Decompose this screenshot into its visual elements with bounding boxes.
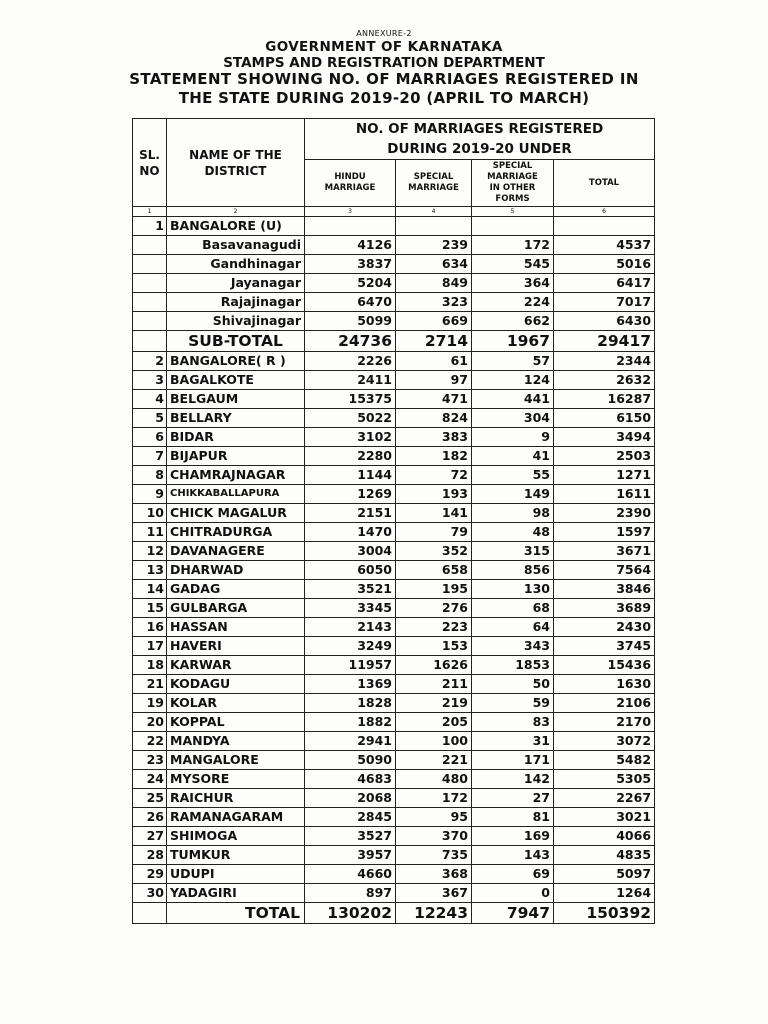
other-forms-count-cell: 27 xyxy=(472,789,554,808)
column-header-sl: SL. NO xyxy=(133,119,167,207)
special-count-cell: 480 xyxy=(396,770,472,789)
table-row xyxy=(133,846,655,865)
total-count-cell: 6417 xyxy=(554,274,655,293)
hindu-count-cell: 1269 xyxy=(305,485,396,504)
table-row xyxy=(133,789,655,808)
special-count-cell: 79 xyxy=(396,523,472,542)
header-row-1 xyxy=(133,119,655,160)
marriages-table xyxy=(132,118,655,924)
special-count-cell: 658 xyxy=(396,561,472,580)
total-count-cell: 3689 xyxy=(554,599,655,618)
district-name-cell: BANGALORE (U) xyxy=(167,217,305,236)
special-count-cell: 223 xyxy=(396,618,472,637)
sl-cell xyxy=(133,255,167,274)
hindu-count-cell: 1828 xyxy=(305,694,396,713)
column-header-other-forms: SPECIAL MARRIAGE IN OTHER FORMS xyxy=(472,160,554,207)
grand-total-total: 150392 xyxy=(554,903,655,924)
hindu-count-cell: 3957 xyxy=(305,846,396,865)
sl-cell: 23 xyxy=(133,751,167,770)
district-name-cell: DHARWAD xyxy=(167,561,305,580)
other-forms-count-cell: 9 xyxy=(472,428,554,447)
district-name-cell: CHICK MAGALUR xyxy=(167,504,305,523)
sl-cell: 15 xyxy=(133,599,167,618)
sl-cell: 13 xyxy=(133,561,167,580)
grand-total-row xyxy=(133,903,655,924)
hindu-count-cell: 2845 xyxy=(305,808,396,827)
special-count-cell: 172 xyxy=(396,789,472,808)
subtotal-hindu: 24736 xyxy=(305,331,396,352)
sl-cell: 28 xyxy=(133,846,167,865)
office-name-cell: Gandhinagar xyxy=(167,255,305,274)
district-name-cell: UDUPI xyxy=(167,865,305,884)
total-count-cell: 6150 xyxy=(554,409,655,428)
total-count-cell: 5097 xyxy=(554,865,655,884)
empty-cell xyxy=(396,217,472,236)
district-name-cell: DAVANAGERE xyxy=(167,542,305,561)
other-forms-count-cell: 662 xyxy=(472,312,554,331)
office-name-cell: Rajajinagar xyxy=(167,293,305,312)
hindu-count-cell: 11957 xyxy=(305,656,396,675)
column-group-header: NO. OF MARRIAGES REGISTERED DURING 2019-20 UNDER xyxy=(305,119,655,160)
sl-cell: 30 xyxy=(133,884,167,903)
total-count-cell: 2267 xyxy=(554,789,655,808)
total-count-cell: 6430 xyxy=(554,312,655,331)
total-count-cell: 3671 xyxy=(554,542,655,561)
table-row xyxy=(133,599,655,618)
table-row xyxy=(133,808,655,827)
index-cell: 5 xyxy=(472,207,554,217)
special-count-cell: 182 xyxy=(396,447,472,466)
table-row xyxy=(133,713,655,732)
hindu-count-cell: 2411 xyxy=(305,371,396,390)
table-row xyxy=(133,312,655,331)
sl-cell: 6 xyxy=(133,428,167,447)
grand-total-other-forms: 7947 xyxy=(472,903,554,924)
special-count-cell: 195 xyxy=(396,580,472,599)
sl-cell: 21 xyxy=(133,675,167,694)
table-row xyxy=(133,390,655,409)
table-row xyxy=(133,542,655,561)
other-forms-count-cell: 149 xyxy=(472,485,554,504)
table-row xyxy=(133,504,655,523)
grand-total-special: 12243 xyxy=(396,903,472,924)
other-forms-count-cell: 545 xyxy=(472,255,554,274)
other-forms-count-cell: 169 xyxy=(472,827,554,846)
index-cell: 6 xyxy=(554,207,655,217)
district-name-cell: RAMANAGARAM xyxy=(167,808,305,827)
total-count-cell: 3846 xyxy=(554,580,655,599)
special-count-cell: 153 xyxy=(396,637,472,656)
special-count-cell: 824 xyxy=(396,409,472,428)
other-forms-count-cell: 315 xyxy=(472,542,554,561)
total-count-cell: 16287 xyxy=(554,390,655,409)
table-row xyxy=(133,466,655,485)
index-cell: 4 xyxy=(396,207,472,217)
other-forms-count-cell: 69 xyxy=(472,865,554,884)
subtotal-other-forms: 1967 xyxy=(472,331,554,352)
sl-cell: 5 xyxy=(133,409,167,428)
sl-cell xyxy=(133,274,167,293)
grand-total-hindu: 130202 xyxy=(305,903,396,924)
sl-cell: 4 xyxy=(133,390,167,409)
special-count-cell: 849 xyxy=(396,274,472,293)
empty-cell xyxy=(305,217,396,236)
other-forms-count-cell: 64 xyxy=(472,618,554,637)
district-name-cell: BIDAR xyxy=(167,428,305,447)
sl-cell xyxy=(133,312,167,331)
total-count-cell: 7564 xyxy=(554,561,655,580)
table-row xyxy=(133,580,655,599)
district-name-cell: TUMKUR xyxy=(167,846,305,865)
table-row xyxy=(133,409,655,428)
table-row xyxy=(133,428,655,447)
total-count-cell: 4537 xyxy=(554,236,655,255)
other-forms-count-cell: 55 xyxy=(472,466,554,485)
sl-cell: 19 xyxy=(133,694,167,713)
sl-cell: 14 xyxy=(133,580,167,599)
total-count-cell: 5016 xyxy=(554,255,655,274)
other-forms-count-cell: 98 xyxy=(472,504,554,523)
table-row xyxy=(133,236,655,255)
table-row xyxy=(133,447,655,466)
district-name-cell: SHIMOGA xyxy=(167,827,305,846)
district-name-cell: HASSAN xyxy=(167,618,305,637)
other-forms-count-cell: 48 xyxy=(472,523,554,542)
hindu-count-cell: 3102 xyxy=(305,428,396,447)
sl-cell: 10 xyxy=(133,504,167,523)
special-count-cell: 100 xyxy=(396,732,472,751)
sl-cell: 18 xyxy=(133,656,167,675)
total-count-cell: 1271 xyxy=(554,466,655,485)
table-row xyxy=(133,732,655,751)
special-count-cell: 367 xyxy=(396,884,472,903)
table-row xyxy=(133,371,655,390)
other-forms-count-cell: 68 xyxy=(472,599,554,618)
hindu-count-cell: 3345 xyxy=(305,599,396,618)
special-count-cell: 370 xyxy=(396,827,472,846)
district-name-cell: BELGAUM xyxy=(167,390,305,409)
hindu-count-cell: 5099 xyxy=(305,312,396,331)
district-name-cell: BANGALORE( R ) xyxy=(167,352,305,371)
sl-cell xyxy=(133,331,167,352)
hindu-count-cell: 4660 xyxy=(305,865,396,884)
other-forms-count-cell: 59 xyxy=(472,694,554,713)
special-count-cell: 205 xyxy=(396,713,472,732)
district-name-cell: MANDYA xyxy=(167,732,305,751)
hindu-count-cell: 897 xyxy=(305,884,396,903)
total-count-cell: 2632 xyxy=(554,371,655,390)
department-title: STAMPS AND REGISTRATION DEPARTMENT xyxy=(223,55,545,71)
other-forms-count-cell: 57 xyxy=(472,352,554,371)
district-name-cell: HAVERI xyxy=(167,637,305,656)
district-name-cell: KARWAR xyxy=(167,656,305,675)
district-name-cell: GADAG xyxy=(167,580,305,599)
sl-cell xyxy=(133,236,167,255)
other-forms-count-cell: 31 xyxy=(472,732,554,751)
empty-cell xyxy=(554,217,655,236)
special-count-cell: 221 xyxy=(396,751,472,770)
total-count-cell: 3494 xyxy=(554,428,655,447)
total-count-cell: 5305 xyxy=(554,770,655,789)
total-count-cell: 5482 xyxy=(554,751,655,770)
sl-cell: 26 xyxy=(133,808,167,827)
table-row xyxy=(133,255,655,274)
other-forms-count-cell: 224 xyxy=(472,293,554,312)
annexure-label: ANNEXURE-2 xyxy=(356,29,412,38)
sl-cell: 16 xyxy=(133,618,167,637)
table-row xyxy=(133,485,655,504)
special-count-cell: 211 xyxy=(396,675,472,694)
hindu-count-cell: 6050 xyxy=(305,561,396,580)
hindu-count-cell: 2226 xyxy=(305,352,396,371)
special-count-cell: 97 xyxy=(396,371,472,390)
sl-cell: 7 xyxy=(133,447,167,466)
total-count-cell: 2170 xyxy=(554,713,655,732)
district-name-cell: RAICHUR xyxy=(167,789,305,808)
district-name-cell: MANGALORE xyxy=(167,751,305,770)
total-count-cell: 1597 xyxy=(554,523,655,542)
other-forms-count-cell: 50 xyxy=(472,675,554,694)
special-count-cell: 95 xyxy=(396,808,472,827)
other-forms-count-cell: 172 xyxy=(472,236,554,255)
column-index-row xyxy=(133,207,655,217)
special-count-cell: 239 xyxy=(396,236,472,255)
other-forms-count-cell: 143 xyxy=(472,846,554,865)
special-count-cell: 735 xyxy=(396,846,472,865)
special-count-cell: 61 xyxy=(396,352,472,371)
table-row xyxy=(133,637,655,656)
other-forms-count-cell: 130 xyxy=(472,580,554,599)
sl-cell: 12 xyxy=(133,542,167,561)
government-title: GOVERNMENT OF KARNATAKA xyxy=(265,39,503,55)
district-name-cell: MYSORE xyxy=(167,770,305,789)
hindu-count-cell: 2068 xyxy=(305,789,396,808)
special-count-cell: 193 xyxy=(396,485,472,504)
table-row xyxy=(133,675,655,694)
hindu-count-cell: 5204 xyxy=(305,274,396,293)
sl-cell: 22 xyxy=(133,732,167,751)
hindu-count-cell: 1470 xyxy=(305,523,396,542)
hindu-count-cell: 1882 xyxy=(305,713,396,732)
grand-total-label: TOTAL xyxy=(167,903,305,924)
sl-cell: 17 xyxy=(133,637,167,656)
other-forms-count-cell: 364 xyxy=(472,274,554,293)
table-row xyxy=(133,523,655,542)
table-row xyxy=(133,770,655,789)
special-count-cell: 352 xyxy=(396,542,472,561)
special-count-cell: 383 xyxy=(396,428,472,447)
district-name-cell: CHAMRAJNAGAR xyxy=(167,466,305,485)
sl-cell: 24 xyxy=(133,770,167,789)
total-count-cell: 2430 xyxy=(554,618,655,637)
sl-cell xyxy=(133,903,167,924)
other-forms-count-cell: 171 xyxy=(472,751,554,770)
district-name-cell: BELLARY xyxy=(167,409,305,428)
subtotal-total: 29417 xyxy=(554,331,655,352)
hindu-count-cell: 4683 xyxy=(305,770,396,789)
total-count-cell: 3021 xyxy=(554,808,655,827)
office-name-cell: Basavanagudi xyxy=(167,236,305,255)
index-cell: 3 xyxy=(305,207,396,217)
special-count-cell: 219 xyxy=(396,694,472,713)
special-count-cell: 471 xyxy=(396,390,472,409)
special-count-cell: 323 xyxy=(396,293,472,312)
total-count-cell: 1630 xyxy=(554,675,655,694)
other-forms-count-cell: 0 xyxy=(472,884,554,903)
hindu-count-cell: 3527 xyxy=(305,827,396,846)
special-count-cell: 141 xyxy=(396,504,472,523)
hindu-count-cell: 2280 xyxy=(305,447,396,466)
district-name-cell: GULBARGA xyxy=(167,599,305,618)
other-forms-count-cell: 856 xyxy=(472,561,554,580)
total-count-cell: 4835 xyxy=(554,846,655,865)
other-forms-count-cell: 1853 xyxy=(472,656,554,675)
district-name-cell: KODAGU xyxy=(167,675,305,694)
sl-cell: 1 xyxy=(133,217,167,236)
total-count-cell: 1264 xyxy=(554,884,655,903)
district-name-cell: CHIKKABALLAPURA xyxy=(167,485,305,504)
column-header-district: NAME OF THE DISTRICT xyxy=(167,119,305,207)
sl-cell: 9 xyxy=(133,485,167,504)
total-count-cell: 2390 xyxy=(554,504,655,523)
index-cell: 1 xyxy=(133,207,167,217)
special-count-cell: 669 xyxy=(396,312,472,331)
total-count-cell: 1611 xyxy=(554,485,655,504)
district-name-cell: KOLAR xyxy=(167,694,305,713)
table-row xyxy=(133,274,655,293)
sl-cell: 2 xyxy=(133,352,167,371)
sl-cell: 8 xyxy=(133,466,167,485)
total-count-cell: 7017 xyxy=(554,293,655,312)
hindu-count-cell: 5090 xyxy=(305,751,396,770)
table-row xyxy=(133,751,655,770)
district-name-cell: KOPPAL xyxy=(167,713,305,732)
hindu-count-cell: 3837 xyxy=(305,255,396,274)
hindu-count-cell: 2143 xyxy=(305,618,396,637)
table-row xyxy=(133,618,655,637)
sl-cell xyxy=(133,293,167,312)
table-row xyxy=(133,352,655,371)
subtotal-row xyxy=(133,331,655,352)
statement-title-line2: THE STATE DURING 2019-20 (APRIL TO MARCH) xyxy=(178,89,590,107)
district-name-cell: YADAGIRI xyxy=(167,884,305,903)
hindu-count-cell: 3004 xyxy=(305,542,396,561)
column-header-special: SPECIAL MARRIAGE xyxy=(396,160,472,207)
table-row xyxy=(133,827,655,846)
hindu-count-cell: 1144 xyxy=(305,466,396,485)
total-count-cell: 2503 xyxy=(554,447,655,466)
total-count-cell: 2344 xyxy=(554,352,655,371)
subtotal-label: SUB-TOTAL xyxy=(167,331,305,352)
hindu-count-cell: 2151 xyxy=(305,504,396,523)
district-name-cell: CHITRADURGA xyxy=(167,523,305,542)
hindu-count-cell: 3249 xyxy=(305,637,396,656)
special-count-cell: 634 xyxy=(396,255,472,274)
table-row xyxy=(133,293,655,312)
special-count-cell: 368 xyxy=(396,865,472,884)
hindu-count-cell: 2941 xyxy=(305,732,396,751)
office-name-cell: Shivajinagar xyxy=(167,312,305,331)
table-row-bangalore-u xyxy=(133,217,655,236)
empty-cell xyxy=(472,217,554,236)
table-row xyxy=(133,884,655,903)
office-name-cell: Jayanagar xyxy=(167,274,305,293)
subtotal-special: 2714 xyxy=(396,331,472,352)
table-row xyxy=(133,694,655,713)
hindu-count-cell: 6470 xyxy=(305,293,396,312)
district-name-cell: BIJAPUR xyxy=(167,447,305,466)
sl-cell: 29 xyxy=(133,865,167,884)
hindu-count-cell: 3521 xyxy=(305,580,396,599)
statement-title-line1: STATEMENT SHOWING NO. OF MARRIAGES REGISTERED IN xyxy=(129,70,639,88)
total-count-cell: 3745 xyxy=(554,637,655,656)
hindu-count-cell: 4126 xyxy=(305,236,396,255)
column-header-total: TOTAL xyxy=(554,160,655,207)
index-cell: 2 xyxy=(167,207,305,217)
other-forms-count-cell: 441 xyxy=(472,390,554,409)
district-name-cell: BAGALKOTE xyxy=(167,371,305,390)
other-forms-count-cell: 124 xyxy=(472,371,554,390)
total-count-cell: 2106 xyxy=(554,694,655,713)
hindu-count-cell: 15375 xyxy=(305,390,396,409)
sl-cell: 27 xyxy=(133,827,167,846)
other-forms-count-cell: 142 xyxy=(472,770,554,789)
other-forms-count-cell: 343 xyxy=(472,637,554,656)
other-forms-count-cell: 304 xyxy=(472,409,554,428)
sl-cell: 25 xyxy=(133,789,167,808)
table-row xyxy=(133,561,655,580)
total-count-cell: 4066 xyxy=(554,827,655,846)
total-count-cell: 3072 xyxy=(554,732,655,751)
total-count-cell: 15436 xyxy=(554,656,655,675)
special-count-cell: 276 xyxy=(396,599,472,618)
sl-cell: 20 xyxy=(133,713,167,732)
table-row xyxy=(133,865,655,884)
special-count-cell: 72 xyxy=(396,466,472,485)
hindu-count-cell: 5022 xyxy=(305,409,396,428)
column-header-hindu: HINDU MARRIAGE xyxy=(305,160,396,207)
sl-cell: 11 xyxy=(133,523,167,542)
other-forms-count-cell: 83 xyxy=(472,713,554,732)
sl-cell: 3 xyxy=(133,371,167,390)
special-count-cell: 1626 xyxy=(396,656,472,675)
other-forms-count-cell: 41 xyxy=(472,447,554,466)
table-row xyxy=(133,656,655,675)
hindu-count-cell: 1369 xyxy=(305,675,396,694)
other-forms-count-cell: 81 xyxy=(472,808,554,827)
